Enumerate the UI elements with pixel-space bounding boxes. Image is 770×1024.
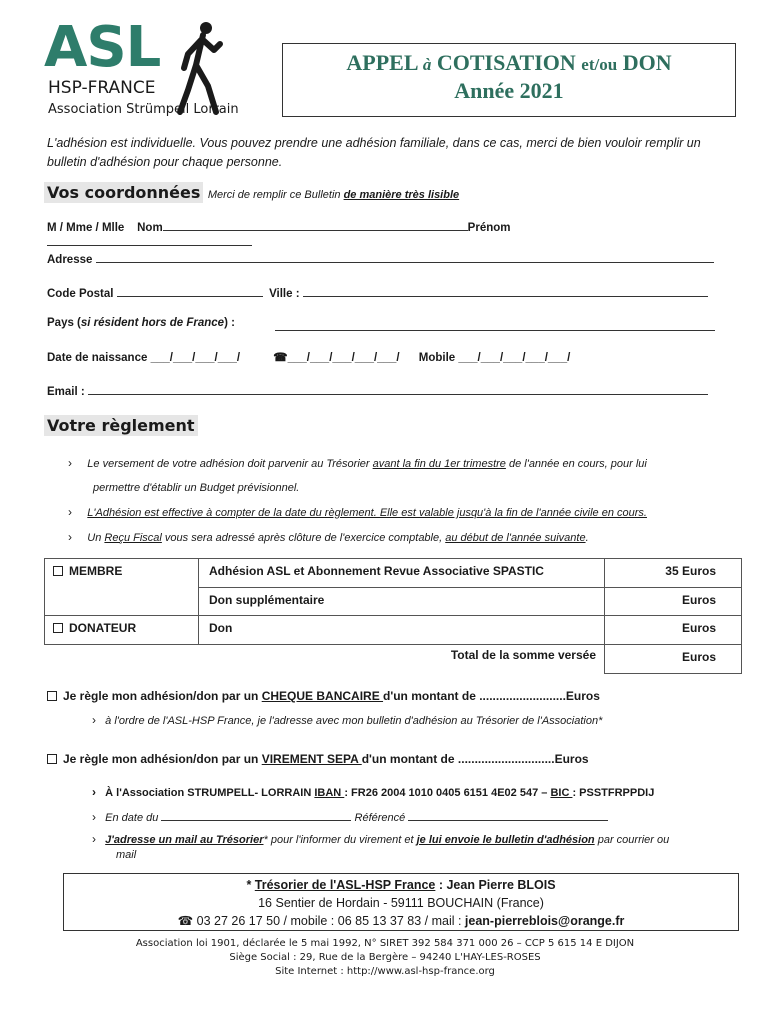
virement-mail: › J'adresse un mail au Trésorier* pour l'informer du virement et je lui envoie le bulletin d'adhésion par courrier ou mail [92,832,670,861]
checkbox-icon [47,754,57,764]
chevron-right-icon: › [92,785,96,799]
pays-row: Pays (si résident hors de France) : [47,317,235,329]
reglement-heading: Votre règlement [44,415,198,436]
title-line-1: APPEL à COTISATION et/ou DON [346,50,672,75]
adresse-field[interactable] [96,251,714,263]
membre-cell[interactable]: MEMBRE [44,558,199,616]
date-virement-field[interactable] [161,809,351,821]
donateur-cell[interactable]: DONATEUR [44,615,199,645]
amount-total[interactable]: Euros [604,644,742,674]
chevron-right-icon: › [68,530,72,544]
checkbox-icon [53,566,63,576]
cheque-sub: › à l'ordre de l'ASL-HSP France, je l'adresse avec mon bulletin d'adhésion au Trésorier de l'Association* [92,713,603,727]
amount-don-supplementaire[interactable]: Euros [604,587,742,616]
reglement-bullet-2: › L'Adhésion est effective à compter de la date du règlement. Elle est valable jusqu'à la fin de l'année civile en cours. [68,505,647,519]
adresse-row: Adresse [47,251,714,266]
email-field[interactable] [88,383,708,395]
chevron-right-icon: › [92,832,96,846]
title-box [282,43,736,117]
naissance-row: Date de naissance ___/___/___/___/ ☎___/___/___/___/___/ Mobile ___/___/___/___/___/ [47,352,571,364]
virement-option[interactable]: Je règle mon adhésion/don par un VIREMENT SEPA d'un montant de .............................Euros [47,752,589,766]
logo-hsp-france: HSP-FRANCE [48,78,156,98]
virement-iban: › À l'Association STRUMPELL- LORRAIN IBAN : FR26 2004 1010 0405 6151 4E02 547 – BIC : PSSTFRPPDIJ [92,785,655,799]
intro-text: L'adhésion est individuelle. Vous pouvez prendre une adhésion familiale, dans ce cas, merci de bien vouloir remplir un bulletin d'adhésion pour chaque personne. [47,136,701,169]
treasurer-box: * Trésorier de l'ASL-HSP France : Jean Pierre BLOIS 16 Sentier de Hordain - 59111 BOUCHAIN (France) ☎ 03 27 26 17 50 / mobile : 06 85 13 37 83 / mail : jean-pierreblois@orange.fr [63,873,739,931]
date-naissance-field[interactable]: ___/___/___/___/ [150,352,241,364]
reglement-bullet-3: › Un Reçu Fiscal vous sera adressé après clôture de l'exercice comptable, au début de l'année suivante. [68,530,589,544]
name-row: M / Mme / Mlle Nom Prénom [47,219,717,249]
reference-field[interactable] [408,809,608,821]
chevron-right-icon: › [68,456,72,470]
code-postal-field[interactable] [117,285,263,297]
chevron-right-icon: › [68,505,72,519]
treasurer-email[interactable]: jean-pierreblois@orange.fr [464,914,625,928]
email-row: Email : [47,383,708,398]
total-label: Total de la somme versée [450,648,596,662]
checkbox-icon [53,623,63,633]
pays-field[interactable] [275,319,715,331]
logo-association-name: Association Strümpell Lorrain [48,102,239,117]
virement-date: › En date du Référencé [92,809,608,824]
website-link[interactable]: Site Internet : http://www.asl-hsp-france.org [275,966,495,977]
amount-adhesion[interactable]: 35 Euros [604,558,742,588]
chevron-right-icon: › [92,713,96,727]
cheque-option[interactable]: Je règle mon adhésion/don par un CHEQUE BANCAIRE d'un montant de ..........................Euros [47,689,600,703]
phone-icon: ☎ [273,352,288,364]
coordonnees-heading: Vos coordonnées [44,182,203,203]
table-row-don: Don [198,615,605,645]
nom-field[interactable] [163,219,468,231]
chevron-right-icon: › [92,810,96,824]
telephone-field[interactable]: ___/___/___/___/___/ [287,352,400,364]
footer: Association loi 1901, déclarée le 5 mai 1992, N° SIRET 392 584 371 000 26 – CCP 5 615 14 E DIJON Siège Social : 29, Rue de la Bergère – 94240 L'HAY-LES-ROSES Site Internet : http://www.asl-hsp-france.org [0,937,770,979]
reglement-bullets: › Le versement de votre adhésion doit parvenir au Trésorier avant la fin du 1er trimestre de l'année en cours, pour lui permettre d'établir un Budget prévisionnel. › L'Adhésion est effective à compter de la date du règlement. Elle est valable jusqu'à la fin de l'année civile en cours. › Un Reçu Fiscal vous sera adressé après clôture de l'exercice comptable, au début de l'année suivante. [68,451,728,550]
table-row-don-supplementaire: Don supplémentaire [198,587,605,616]
amount-don[interactable]: Euros [604,615,742,645]
logo-asl: ASL [44,15,161,80]
phone-icon: ☎ [177,914,194,928]
prenom-field[interactable] [47,234,252,246]
cp-ville-row: Code Postal Ville : [47,285,708,300]
ville-field[interactable] [303,285,708,297]
reglement-section [44,416,198,436]
checkbox-icon [47,691,57,701]
title-year: Année 2021 [454,78,564,103]
reglement-bullet-1: › Le versement de votre adhésion doit parvenir au Trésorier avant la fin du 1er trimestre de l'année en cours, pour lui [68,456,647,470]
mobile-field[interactable]: ___/___/___/___/___/ [458,352,571,364]
table-row-adhesion: Adhésion ASL et Abonnement Revue Associative SPASTIC [198,558,605,588]
coordonnees-section: Vos coordonnées Merci de remplir ce Bulletin de manière très lisible [44,183,459,203]
